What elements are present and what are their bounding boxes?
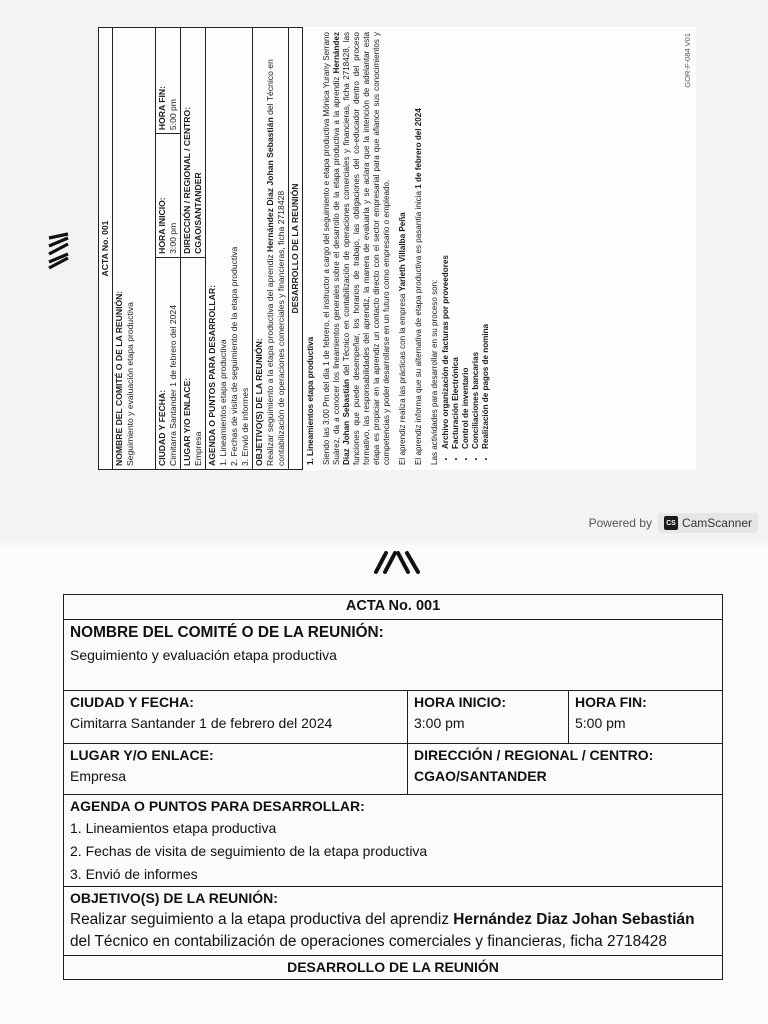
- place-cell: [181, 257, 206, 469]
- end-value: 5:00 pm: [168, 99, 178, 131]
- center-value: CGAO/SANTANDER: [193, 172, 203, 254]
- center-label: DIRECCIÓN / REGIONAL / CENTRO:: [414, 746, 654, 763]
- place-label: LUGAR Y/O ENLACE:: [70, 746, 214, 763]
- activities-intro: Las actividades para desarrollar en su proceso son:: [430, 279, 440, 465]
- start-label: HORA INICIO:: [414, 693, 507, 710]
- start-cell: [156, 134, 181, 258]
- end-value: 5:00 pm: [575, 715, 626, 732]
- development-body: [303, 27, 501, 470]
- objective-text: Realizar seguimiento a la etapa productiva del aprendiz: [70, 911, 454, 928]
- objective-name: Hernández Diaz Johan Sebastián: [453, 911, 695, 928]
- development-paragraph: [322, 32, 392, 465]
- rotated-acta-table: [98, 27, 303, 470]
- activities-list: [441, 32, 491, 465]
- place-value: Empresa: [70, 768, 127, 785]
- camscanner-logo-icon: CS: [664, 516, 678, 530]
- objective-label: OBJETIVO(S) DE LA REUNIÓN:: [254, 338, 264, 466]
- center-cell: [181, 28, 206, 258]
- agenda-label: AGENDA O PUNTOS PARA DESARROLLAR:: [70, 797, 365, 814]
- committee-value: Seguimiento y evaluación etapa productiva: [125, 302, 135, 466]
- city-date-cell: [64, 690, 408, 743]
- list-item: • Control de inventario: [461, 32, 471, 449]
- center-value: CGAO/SANTANDER: [414, 768, 547, 785]
- committee-label: NOMBRE DEL COMITÉ O DE LA REUNIÓN:: [70, 623, 384, 641]
- company-name: Yarleth Villalba Peña: [398, 212, 408, 292]
- agenda-item: 3. Envió de informes: [240, 387, 250, 466]
- objective-text: Realizar seguimiento a la etapa productiva del aprendiz: [265, 251, 275, 466]
- company-paragraph: [398, 32, 408, 465]
- list-item: • Conciliaciones bancarias: [471, 32, 481, 449]
- development-header: DESARROLLO DE LA REUNIÓN: [289, 28, 303, 470]
- list-item: • Archivo organización de facturas por proveedores: [441, 32, 451, 449]
- objective-cell: [64, 887, 723, 956]
- city-date-label: CIUDAD Y FECHA:: [157, 389, 167, 466]
- scanned-page-zoomed: [0, 545, 768, 1024]
- objective-text-end: del Técnico en contabilización de operaciones comerciales y financieras, ficha 2718428: [265, 59, 286, 466]
- powered-by-label: Powered by: [588, 516, 652, 530]
- rotated-document-page: [98, 27, 696, 470]
- list-item: • Realización de pagos de nomina: [481, 32, 491, 449]
- camscanner-name: CamScanner: [681, 516, 752, 530]
- committee-value: Seguimiento y evaluación etapa productiva: [70, 647, 337, 664]
- development-header: DESARROLLO DE LA REUNIÓN: [64, 955, 723, 979]
- place-cell: [64, 743, 408, 794]
- form-code: GOR-F-084 V01: [683, 33, 693, 88]
- start-date: 1 de febrero del 2024: [414, 108, 424, 189]
- start-cell: [408, 690, 569, 743]
- agenda-item: 1. Lineamientos etapa productiva: [70, 820, 277, 837]
- sena-logo-icon: [46, 230, 72, 270]
- committee-label: NOMBRE DEL COMITÉ O DE LA REUNIÓN:: [114, 290, 124, 466]
- committee-cell: [113, 28, 156, 470]
- agenda-item: 1. Lineamientos etapa productiva: [218, 339, 228, 466]
- start-value: 3:00 pm: [168, 222, 178, 254]
- section-title: 1. Lineamientos etapa productiva: [306, 336, 315, 465]
- end-cell: [156, 28, 181, 134]
- start-label: HORA INICIO:: [157, 197, 167, 254]
- acta-title: ACTA No. 001: [99, 28, 113, 470]
- objective-name: Hernández Diaz Johan Sebastián: [265, 117, 275, 252]
- alternative-paragraph: [414, 32, 424, 465]
- center-label: DIRECCIÓN / REGIONAL / CENTRO:: [182, 106, 192, 254]
- place-label: LUGAR Y/O ENLACE:: [182, 377, 192, 466]
- agenda-label: AGENDA O PUNTOS PARA DESARROLLAR:: [207, 285, 217, 466]
- sena-logo-icon: [372, 548, 424, 574]
- end-cell: [569, 690, 723, 743]
- agenda-item: 2. Fechas de visita de seguimiento de la etapa productiva: [70, 843, 428, 860]
- camscanner-watermark: [589, 511, 758, 535]
- agenda-cell: [206, 28, 253, 470]
- agenda-cell: [64, 794, 723, 887]
- company-text: El aprendiz realiza las prácticas con la empresa: [398, 291, 408, 465]
- end-label: HORA FIN:: [575, 693, 647, 710]
- city-date-cell: [156, 257, 181, 469]
- list-item: • Facturación Electrónica: [451, 32, 461, 449]
- paragraph-text: Siendo las 3:00 Pm del día 1 de febrero, el instructor a cargo del seguimiento e etapa productiva Mónica Yurany Serrano Suárez, da a conocer los lineamientos generales sobre el desarrollo de la etapa productiva a la aprendiz: [322, 32, 342, 465]
- apprentice-name: Hernández Diaz Johan Sebastián: [332, 32, 352, 465]
- alternative-text: El aprendiz informa que su alternativa de etapa productiva es pasantía inicia: [414, 188, 424, 465]
- agenda-item: 2. Fechas de visita de seguimiento de la etapa productiva: [229, 246, 239, 466]
- rotated-document-frame: [98, 27, 696, 470]
- center-cell: [408, 743, 723, 794]
- paragraph-text-end: del Técnico en contabilización de operaciones comerciales y financieras, ficha 2718428, las funciones que puede desempeñar, los horarios de trabajo, las obligaciones del co-educador dentro del proceso formativo, las responsabilidades del aprendiz, la manera de evaluarla y se aclara que la intención de adelantar esta etapa es propiciar en la aprendiz un contacto directo con el sector empresarial para que afiance sus conocimientos y competencias y poder desarrollarse en un futuro como empresario o empleado.: [342, 32, 392, 465]
- acta-title: ACTA No. 001: [64, 595, 723, 620]
- city-date-value: Cimitarra Santander 1 de febrero del 2024: [168, 305, 178, 466]
- acta-table: [63, 594, 723, 980]
- end-label: HORA FIN:: [157, 86, 167, 131]
- objective-label: OBJETIVO(S) DE LA REUNIÓN:: [70, 890, 278, 907]
- committee-cell: [64, 619, 723, 690]
- objective-cell: [253, 28, 289, 470]
- agenda-item: 3. Envió de informes: [70, 866, 198, 883]
- objective-text-end: del Técnico en contabilización de operaciones comerciales y financieras, ficha 2718428: [70, 932, 667, 950]
- start-value: 3:00 pm: [414, 715, 465, 732]
- place-value: Empresa: [193, 431, 203, 466]
- camscanner-badge: [658, 513, 758, 533]
- city-date-label: CIUDAD Y FECHA:: [70, 693, 194, 710]
- city-date-value: Cimitarra Santander 1 de febrero del 2024: [70, 715, 333, 732]
